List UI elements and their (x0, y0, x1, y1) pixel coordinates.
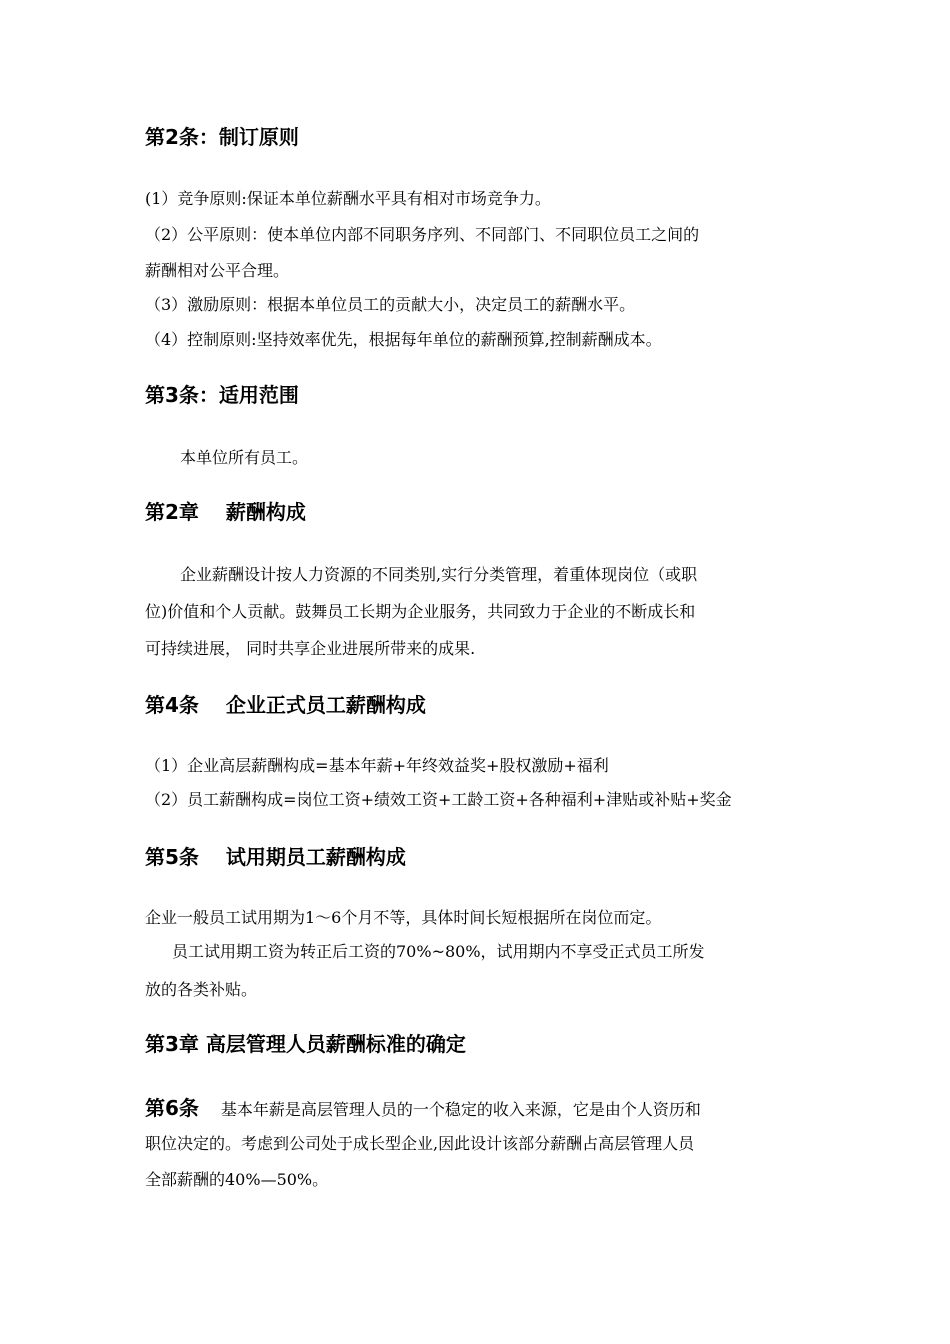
article-6-line-1 (145, 1096, 810, 1122)
article-2-item-1: (1）竞争原则:保证本单位薪酬水平具有相对市场竞争力。 (145, 189, 551, 208)
chapter-3-heading: 第3章 高层管理人员薪酬标准的确定 (145, 1032, 466, 1056)
article-2-item-3: （3）激励原则：根据本单位员工的贡献大小，决定员工的薪酬水平。 (145, 295, 636, 314)
chapter-2-line-2: 位)价值和个人贡献。鼓舞员工长期为企业服务，共同致力于企业的不断成长和 (145, 602, 696, 621)
chapter-2-heading: 第2章 薪酬构成 (145, 500, 306, 524)
article-6-line-2: 职位决定的。考虑到公司处于成长型企业,因此设计该部分薪酬占高层管理人员 (145, 1134, 695, 1153)
article-3-heading: 第3条：适用范围 (145, 383, 299, 407)
article-2-item-2: （2）公平原则：使本单位内部不同职务序列、不同部门、不同职位员工之间的 (145, 225, 700, 244)
article-6-text-1: 基本年薪是高层管理人员的一个稳定的收入来源，它是由个人资历和 (220, 1100, 701, 1119)
article-6-label: 第6条 (145, 1096, 199, 1120)
article-6-line-3: 全部薪酬的40%—50%。 (145, 1170, 329, 1189)
article-2-item-2-cont: 薪酬相对公平合理。 (145, 261, 290, 280)
article-5-line-3: 放的各类补贴。 (145, 980, 258, 999)
article-2-heading: 第2条：制订原则 (145, 125, 299, 149)
article-5-line-2: 员工试用期工资为转正后工资的70%~80%，试用期内不享受正式员工所发 (172, 942, 705, 961)
article-5-line-1: 企业一般员工试用期为1～6个月不等，具体时间长短根据所在岗位而定。 (145, 908, 662, 927)
article-5-heading: 第5条 试用期员工薪酬构成 (145, 845, 406, 869)
article-3-text: 本单位所有员工。 (180, 448, 309, 467)
chapter-2-line-3: 可持续进展， 同时共享企业进展所带来的成果. (145, 639, 476, 658)
article-2-item-4: （4）控制原则:坚持效率优先，根据每年单位的薪酬预算,控制薪酬成本。 (145, 330, 662, 349)
article-4-item-1: （1）企业高层薪酬构成=基本年薪+年终效益奖+股权激励+福利 (145, 756, 609, 775)
chapter-2-line-1: 企业薪酬设计按人力资源的不同类别,实行分类管理，着重体现岗位（或职 (180, 565, 698, 584)
article-4-heading: 第4条 企业正式员工薪酬构成 (145, 693, 426, 717)
article-4-item-2: （2）员工薪酬构成=岗位工资+绩效工资+工龄工资+各种福利+津贴或补贴+奖金 (145, 790, 732, 809)
